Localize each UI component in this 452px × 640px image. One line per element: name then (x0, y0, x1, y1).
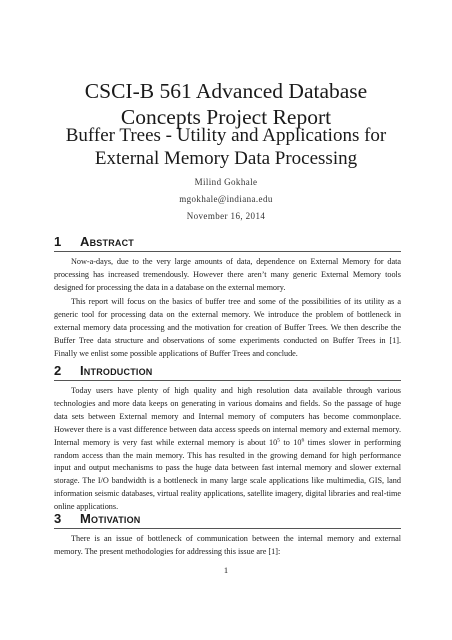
title-main (0, 78, 452, 130)
intro-text-c: times slower in performing random access than the main memory. This has resulted in the growing demand for high performance input and output mechanisms to pass the huge data between fast internal memory and slower external storage. The I/O bandwidth is a bottleneck in many large scale applications like multimedia, GIS, land information seismic databases, virtual reality applications, satellite imagery, digital libraries and real-time online applications. (54, 437, 401, 512)
page-number: 1 (223, 565, 229, 575)
title-line-3: Buffer Trees - Utility and Applications for (65, 125, 387, 146)
section-number: 2 (54, 363, 62, 378)
section-heading-motivation (54, 511, 401, 529)
title-line-2: Concepts Project Report (120, 105, 332, 129)
section-heading-abstract (54, 234, 401, 252)
section-number: 1 (54, 234, 62, 249)
intro-text-b: to 10 (279, 437, 302, 447)
abstract-paragraph-2: This report will focus on the basics of buffer tree and some of the possibilities of its utility as a generic tool for processing data on the external memory. We introduce the problem of bottleneck in external memory data processing and the motivation for creation of Buffer Trees. We then describe the Buffer Tree data structure and observations of some experiments conducted on Buffer Trees in [1]. Finally we enlist some possible applications of Buffer Trees and conclude. (54, 297, 401, 358)
section-title: Introduction (80, 363, 153, 378)
author-email: mgokhale@indiana.edu (179, 194, 273, 204)
motivation-paragraph-1: There is an issue of bottleneck of communication between the internal memory and external memory. The present methodologies for addressing this issue are [1]: (54, 534, 401, 556)
section-title: Abstract (80, 234, 134, 249)
title-sub (0, 124, 452, 170)
introduction-paragraph (54, 385, 401, 514)
title-line-4: External Memory Data Processing (94, 148, 358, 169)
report-date: November 16, 2014 (186, 211, 266, 221)
section-number: 3 (54, 511, 62, 526)
author-name: Milind Gokhale (194, 177, 258, 187)
section-title: Motivation (80, 511, 141, 526)
section-heading-introduction (54, 363, 401, 381)
intro-text-a: Today users have plenty of high quality and high resolution data available through various technologies and more data keeps on generating in various domains and fields. So the passage of huge data sets between External memory and Internal memory of computers has become commonplace. However there is a vast difference between data access speeds on internal memory and external memory. Internal memory is very fast while external memory is about 10 (54, 386, 401, 447)
intro-exponent-1: 5 (277, 436, 280, 443)
abstract-paragraph-1: Now-a-days, due to the very large amounts of data, dependence on External Memory for data processing has increased tremendously. However there aren’t many generic External Memory tools designed for processing the data in a database on the external memory. (54, 257, 401, 292)
title-line-1: CSCI-B 561 Advanced Database (84, 79, 368, 103)
intro-exponent-2: 6 (301, 436, 305, 443)
